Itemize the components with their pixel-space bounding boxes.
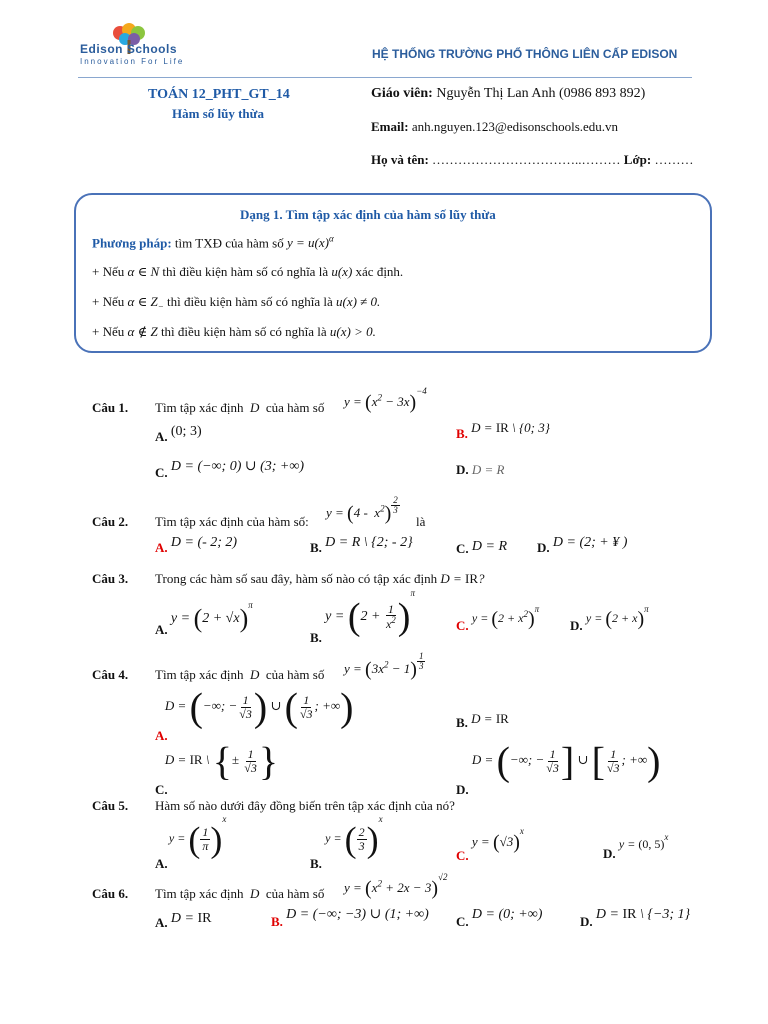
q4-formula: $y = (3x^2 - 1)$ $\frac{1}{3}$	[344, 651, 424, 681]
q6-var: D	[246, 886, 263, 901]
rule-1-condition: α ∈ N	[127, 264, 160, 279]
rule-1-expr: u(x)	[331, 264, 353, 279]
rule-3	[92, 324, 376, 340]
q3-b-label: B.	[310, 630, 322, 645]
q2-option-b[interactable]	[310, 534, 413, 555]
rule-3-condition: α ∉ Z	[127, 324, 158, 339]
rule-2-condition: α ∈ $Z_-$	[127, 294, 164, 312]
teacher-label: Giáo viên:	[371, 86, 433, 101]
q1-option-b[interactable]	[456, 420, 550, 441]
q5-d-label: D.	[603, 846, 616, 861]
q3-b-value: y = (2 + $\frac{1}{x^2}$ )$^\pi$	[325, 588, 415, 638]
email-line	[371, 119, 618, 135]
q5-option-c[interactable]	[456, 826, 524, 863]
q5-a-value: y = ( $\frac{1}{\pi}$ )$^x$	[168, 814, 227, 860]
q4-b-label: B.	[456, 715, 468, 730]
q4-d-value: D = (−∞; − $\frac{1}{√3}$ ] ∪ [ $\frac{1}{√3}$ ; +∞)	[471, 739, 661, 784]
q6-option-b[interactable]	[271, 906, 429, 929]
q6-c-value: D = (0; +∞)	[471, 907, 543, 922]
name-label: Họ và tên:	[371, 152, 429, 167]
q6-option-c[interactable]	[456, 906, 543, 929]
q5-label: Câu 5.	[92, 798, 129, 813]
q5-c-label: C.	[456, 848, 469, 863]
q2-formula: $y = (4 - x^2)$ $\frac{2}{3}$	[326, 495, 398, 525]
rule-1-end: xác định.	[355, 264, 404, 279]
method-box-title: Dạng 1. Tìm tập xác định của hàm số lũy thừa	[240, 207, 496, 222]
q3-option-d[interactable]	[570, 604, 649, 631]
q1-var: D	[246, 400, 263, 415]
q5-d-value: y = (0, 5)$^x$	[618, 832, 669, 851]
q6-text	[155, 886, 324, 902]
rule-2	[92, 294, 380, 312]
method-formula: $y = u(x)^\alpha$	[286, 234, 334, 251]
rule-3-expr: u(x) > 0.	[329, 324, 376, 339]
q1-text	[155, 400, 324, 416]
q5-b-value: y = ( $\frac{2}{3}$ )$^x$	[325, 814, 383, 860]
q6-b-label: B.	[271, 914, 283, 929]
q3-a-label: A.	[155, 622, 168, 637]
q4-option-d[interactable]	[456, 738, 661, 798]
q1-a-label: A.	[155, 429, 168, 444]
q6-label: Câu 6.	[92, 886, 129, 901]
q6-option-d[interactable]	[580, 906, 691, 929]
q1-text-b: của hàm số	[265, 400, 325, 415]
q5-option-a[interactable]	[155, 814, 228, 871]
q1-option-a[interactable]	[155, 423, 202, 444]
q6-a-label: A.	[155, 915, 168, 930]
teacher-line	[371, 86, 645, 102]
q1-formula: $y = (x^2 - 3x)^{-4}$	[344, 386, 427, 414]
class-label: Lớp:	[623, 152, 652, 167]
q4-a-label: A.	[155, 728, 168, 744]
q3-option-c[interactable]	[456, 604, 539, 631]
q6-d-label: D.	[580, 914, 593, 929]
rule-2-prefix: + Nếu	[92, 294, 125, 309]
q2-a-label: A.	[155, 540, 168, 555]
name-dots: ……………………………..………	[432, 152, 621, 167]
q6-c-label: C.	[456, 914, 469, 929]
q1-b-label: B.	[456, 426, 468, 441]
system-title: HỆ THỐNG TRƯỜNG PHỔ THÔNG LIÊN CẤP EDISON	[372, 47, 678, 61]
doc-subtitle: Hàm số lũy thừa	[172, 106, 264, 121]
q6-a-value: D = IR	[170, 911, 212, 926]
q6-d-value: D = IR \ {−3; 1}	[595, 907, 691, 922]
q1-a-value: (0; 3)	[170, 424, 202, 439]
logo-name: Edison Schools	[80, 42, 178, 56]
q4-text-b: của hàm số	[265, 667, 325, 682]
q2-c-label: C.	[456, 541, 469, 556]
q4-text	[155, 667, 324, 683]
q6-option-a[interactable]	[155, 910, 212, 930]
rule-1-text: thì điều kiện hàm số có nghĩa là	[162, 264, 329, 279]
q2-option-c[interactable]	[456, 538, 507, 555]
q2-b-label: B.	[310, 540, 322, 555]
q3-text-a: Trong các hàm số sau đây, hàm số nào có tập xác định	[155, 571, 438, 586]
q3-text	[155, 571, 485, 587]
q5-option-d[interactable]	[603, 832, 669, 861]
rule-2-text: thì điều kiện hàm số có nghĩa là	[167, 294, 333, 309]
q4-a-value: D = (−∞; − $\frac{1}{√3}$ ) ∪ ( $\frac{1}{√3}$ ; +∞)	[164, 685, 354, 730]
rule-3-text: thì điều kiện hàm số có nghĩa là	[160, 324, 327, 339]
rule-2-expr: u(x) ≠ 0.	[335, 294, 381, 309]
q4-b-value: D = IR	[471, 711, 509, 726]
q1-option-d[interactable]	[456, 462, 505, 478]
email-label: Email:	[371, 119, 409, 134]
q4-option-a[interactable]	[155, 684, 360, 744]
q1-label: Câu 1.	[92, 400, 129, 415]
q3-domain: D = IR?	[440, 571, 485, 586]
q6-text-a: Tìm tập xác định	[155, 886, 244, 901]
q4-c-value: D = IR \ {± $\frac{1}{√3}$ }	[164, 739, 279, 784]
q4-d-label: D.	[456, 782, 469, 798]
q6-b-value: D = (−∞; −3) ∪ (1; +∞)	[286, 907, 429, 922]
q5-c-value: $y = (√3)^x$	[471, 826, 524, 854]
q4-option-c[interactable]	[155, 738, 284, 798]
q1-option-c[interactable]	[155, 458, 305, 480]
q6-formula: $y = (x^2 + 2x - 3)^{√2}$	[344, 872, 448, 900]
q2-option-a[interactable]	[155, 534, 238, 555]
q3-c-label: C.	[456, 618, 469, 633]
doc-code: TOÁN 12_PHT_GT_14	[148, 87, 290, 102]
q3-label: Câu 3.	[92, 571, 129, 586]
q5-option-b[interactable]	[310, 814, 383, 871]
header-divider	[78, 77, 692, 78]
q2-d-value: D = (2; + ¥ )	[552, 535, 628, 550]
q1-text-a: Tìm tập xác định	[155, 400, 244, 415]
q6-text-b: của hàm số	[265, 886, 325, 901]
q1-d-value: D = R	[471, 462, 505, 477]
rule-1	[92, 264, 403, 280]
q3-c-value: $y = (2 + x^2)^\pi$	[471, 604, 540, 630]
q3-a-value: $y = (2 + √x)^\pi$	[170, 600, 253, 633]
q3-option-b[interactable]	[310, 588, 415, 645]
teacher-value: Nguyễn Thị Lan Anh (0986 893 892)	[436, 86, 646, 101]
q4-option-b[interactable]	[456, 711, 509, 730]
q2-d-label: D.	[537, 540, 550, 555]
q2-b-value: D = R \ {2; - 2}	[325, 535, 413, 550]
q5-text: Hàm số nào dưới đây đồng biến trên tập xác định của nó?	[155, 798, 455, 813]
class-dots: ………	[654, 152, 694, 167]
q2-a-value: D = (- 2; 2)	[170, 535, 238, 550]
q2-option-d[interactable]	[537, 534, 628, 555]
q2-text: Tìm tập xác định của hàm số:	[155, 514, 309, 529]
method-line	[92, 234, 334, 251]
q2-text-end: là	[416, 514, 426, 529]
q3-d-label: D.	[570, 618, 583, 633]
q3-option-a[interactable]	[155, 600, 253, 637]
logo-tagline: Innovation For Life	[80, 57, 185, 66]
q2-label: Câu 2.	[92, 514, 129, 529]
q1-d-label: D.	[456, 462, 469, 477]
q5-a-label: A.	[155, 856, 168, 871]
name-line	[371, 152, 693, 168]
method-text: tìm TXĐ của hàm số	[174, 235, 284, 251]
q4-text-a: Tìm tập xác định	[155, 667, 244, 682]
q2-c-value: D = R	[471, 539, 507, 554]
rule-1-prefix: + Nếu	[92, 264, 125, 279]
q5-b-label: B.	[310, 856, 322, 871]
q1-c-value: D = (−∞; 0) ∪ (3; +∞)	[170, 459, 305, 474]
method-label: Phương pháp:	[92, 235, 172, 251]
q4-var: D	[246, 667, 263, 682]
rule-3-prefix: + Nếu	[92, 324, 125, 339]
q4-c-label: C.	[155, 782, 168, 798]
email-value: anh.nguyen.123@edisonschools.edu.vn	[411, 119, 619, 134]
q1-c-label: C.	[155, 465, 168, 480]
q3-d-value: $y = (2 + x)^\pi$	[585, 604, 649, 630]
q4-label: Câu 4.	[92, 667, 129, 682]
q1-b-value: D = IR \ {0; 3}	[471, 420, 550, 435]
